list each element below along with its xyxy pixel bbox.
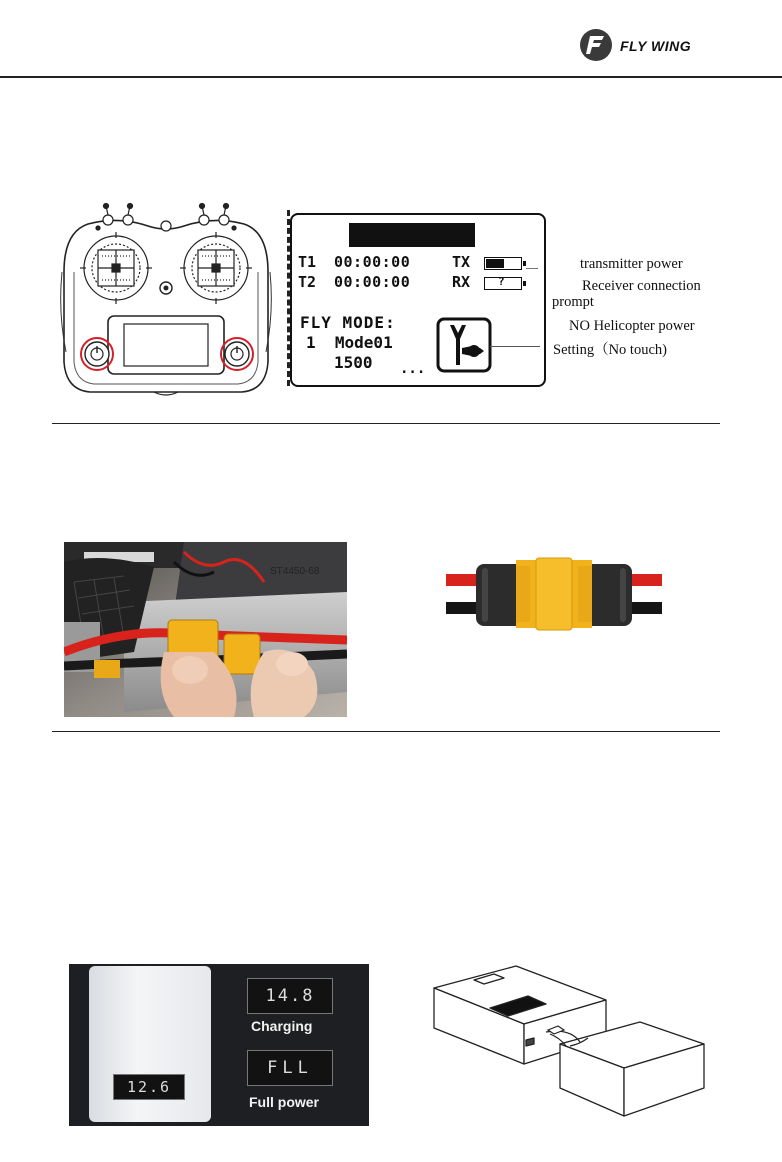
charger-battery-diagram — [430, 964, 710, 1120]
lcd-value: 1500 — [334, 353, 373, 372]
lcd-t2-time: 00:00:00 — [334, 273, 411, 291]
charging-label: Charging — [251, 1018, 313, 1034]
connector-photo — [64, 542, 347, 717]
lcd-fly-mode-label: FLY MODE: — [300, 313, 396, 332]
annotation-rx-prompt-2: prompt — [552, 294, 594, 310]
full-power-label: Full power — [249, 1094, 319, 1110]
xt60-connector-image — [446, 556, 662, 632]
lcd-screen — [290, 213, 546, 387]
board-label: ST4450-68 — [270, 566, 320, 577]
transmitter-illustration — [58, 202, 274, 398]
fly-wing-logo-icon — [578, 27, 614, 63]
charger-panel — [69, 964, 369, 1126]
charger-main-display: 12.6 — [113, 1074, 185, 1100]
rx-status: ? — [498, 275, 505, 288]
full-power-display: FLL — [247, 1050, 333, 1086]
lcd-title-bar — [349, 223, 475, 247]
power-button-right-icon — [221, 338, 253, 370]
leader-line-setting — [490, 346, 540, 347]
annotation-rx-prompt-1: Receiver connection — [582, 278, 701, 294]
lcd-tx-label: TX — [452, 253, 471, 271]
lcd-t1-label: T1 — [298, 253, 317, 271]
annotation-tx-power: transmitter power — [580, 256, 683, 272]
brand-logo — [578, 27, 708, 63]
section-rule-1 — [52, 423, 720, 424]
lcd-mode-line: 1 Mode01 — [306, 333, 393, 352]
lcd-rx-label: RX — [452, 273, 471, 291]
section-rule-2 — [52, 731, 720, 732]
annotation-setting: Setting（No touch) — [553, 342, 667, 358]
wrench-screwdriver-icon — [436, 317, 492, 373]
annotation-heli-power: NO Helicopter power — [569, 318, 695, 334]
tx-battery-icon — [484, 257, 522, 270]
leader-line-tx — [526, 268, 538, 269]
header-rule — [0, 76, 782, 78]
lcd-t1-time: 00:00:00 — [334, 253, 411, 271]
lcd-t2-label: T2 — [298, 273, 317, 291]
charging-display: 14.8 — [247, 978, 333, 1014]
lcd-dots: ... — [400, 361, 426, 377]
rx-battery-icon — [484, 277, 522, 290]
charger-unit — [89, 966, 211, 1122]
power-button-left-icon — [81, 338, 113, 370]
brand-name: FLY WING — [620, 38, 692, 54]
